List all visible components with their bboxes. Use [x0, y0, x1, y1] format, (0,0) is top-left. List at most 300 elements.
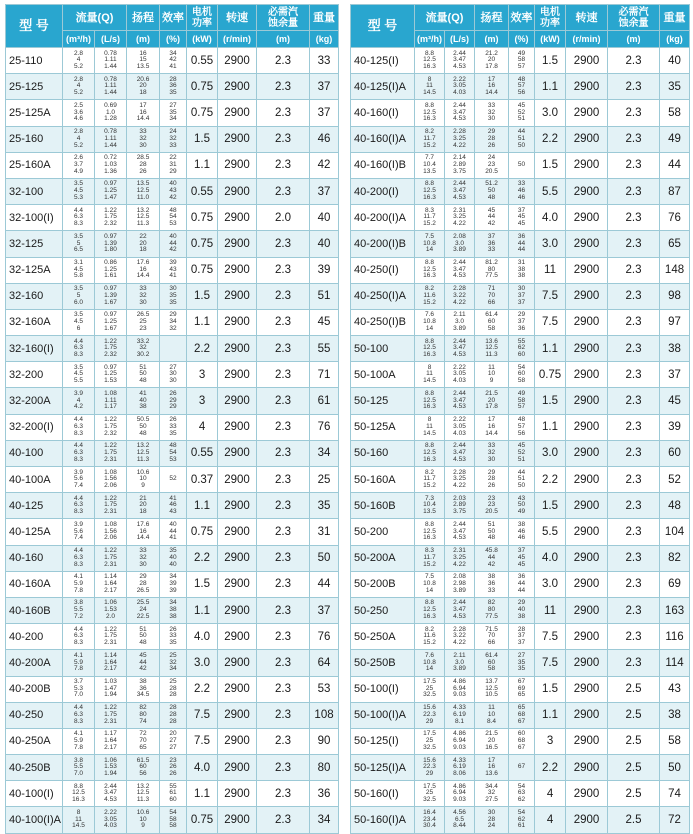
efficiency-cell-value: 37	[517, 547, 526, 555]
model-cell: 50-100(I)A	[351, 702, 415, 728]
table-row	[351, 545, 690, 571]
efficiency-cell	[509, 126, 535, 152]
efficiency-cell	[509, 440, 535, 466]
flow-m3h-cell	[63, 336, 95, 362]
flow-ls-cell-value: 6.19	[453, 710, 466, 718]
head-cell-value: 38	[139, 678, 147, 686]
table-row	[6, 309, 339, 335]
header-head: 扬程	[475, 5, 509, 31]
power-cell: 1.1	[187, 597, 218, 623]
flow-m3h-cell-value: 8.8	[424, 180, 435, 188]
efficiency-cell-value: 58	[517, 396, 526, 404]
speed-cell: 2900	[566, 362, 608, 388]
head-cell-value: 23	[139, 324, 147, 332]
flow-ls-cell	[95, 440, 127, 466]
flow-m3h-cell-value: 4	[76, 82, 81, 90]
head-cell	[475, 257, 509, 283]
npsh-cell: 2.3	[608, 283, 660, 309]
flow-ls-cell-value: 2.28	[453, 128, 466, 136]
flow-m3h-cell-value: 17.5	[423, 730, 436, 738]
flow-ls-cell-value: 1.56	[104, 475, 117, 483]
flow-m3h-cell-value: 3.8	[73, 599, 84, 607]
flow-m3h-cell-value: 17.5	[423, 782, 436, 790]
flow-ls-cell-value: 1.08	[104, 468, 117, 476]
head-cell-value: 13.6	[485, 770, 498, 777]
head-cell	[127, 571, 160, 597]
speed-cell: 2900	[566, 571, 608, 597]
efficiency-cell-value: 50	[517, 501, 526, 509]
header-speed: 转速	[566, 5, 608, 31]
head-cell-value: 33	[487, 442, 496, 450]
table-row	[351, 702, 690, 728]
model-cell: 50-250A	[351, 624, 415, 650]
flow-ls-cell-value: 1.03	[104, 678, 117, 686]
flow-ls-cell-value: 3.25	[453, 553, 466, 561]
head-cell-value: 44	[487, 553, 496, 561]
speed-cell: 2900	[566, 178, 608, 204]
flow-m3h-cell-value: 4.5	[73, 187, 84, 195]
table-row	[351, 257, 690, 283]
weight-cell: 65	[660, 231, 690, 257]
header-efficiency: 效率	[509, 5, 535, 31]
weight-cell: 40	[310, 205, 339, 231]
head-cell-value: 32	[139, 134, 147, 142]
efficiency-cell-value: 45	[517, 213, 526, 221]
weight-cell: 82	[660, 545, 690, 571]
efficiency-cell-value: 29	[517, 311, 526, 319]
weight-cell: 60	[660, 440, 690, 466]
head-cell	[127, 519, 160, 545]
efficiency-cell	[509, 152, 535, 178]
flow-ls-cell-value: 3.05	[453, 370, 466, 378]
flow-ls-cell	[445, 519, 475, 545]
head-cell-value: 51	[487, 520, 496, 528]
flow-ls-cell-value: 9.03	[453, 743, 466, 751]
speed-cell: 2900	[566, 257, 608, 283]
efficiency-cell-value: 28	[169, 691, 177, 699]
efficiency-cell-value: 26	[169, 625, 177, 633]
efficiency-cell-value: 55	[517, 337, 526, 345]
efficiency-cell	[509, 231, 535, 257]
model-cell: 40-125A	[6, 519, 63, 545]
model-cell: 50-100A	[351, 362, 415, 388]
speed-cell: 2900	[218, 178, 257, 204]
weight-cell: 104	[660, 519, 690, 545]
power-cell: 4.0	[535, 205, 566, 231]
efficiency-cell	[509, 48, 535, 74]
npsh-cell: 2.3	[257, 676, 310, 702]
efficiency-cell-value: 40	[169, 232, 177, 240]
flow-m3h-cell	[63, 152, 95, 178]
flow-m3h-cell-value: 4	[76, 56, 81, 64]
efficiency-cell-value: 62	[517, 815, 526, 823]
flow-ls-cell-value: 4.53	[104, 796, 117, 804]
flow-ls-cell-value: 0.97	[104, 363, 117, 371]
efficiency-cell-value: 35	[169, 429, 177, 437]
head-cell	[127, 74, 160, 100]
header-weight: 重量	[660, 5, 690, 31]
pump-spec-table-right	[350, 4, 690, 834]
flow-ls-cell	[445, 414, 475, 440]
speed-cell: 2900	[566, 493, 608, 519]
table-row	[6, 388, 339, 414]
efficiency-cell-value: 45	[517, 101, 526, 109]
npsh-cell: 2.3	[257, 597, 310, 623]
efficiency-cell-value: 39	[169, 579, 177, 587]
head-cell-value: 25.5	[136, 599, 150, 607]
flow-ls-cell-value: 1.64	[104, 737, 117, 745]
efficiency-cell	[509, 728, 535, 754]
head-cell-value: 32	[139, 344, 147, 352]
model-cell: 25-160	[6, 126, 63, 152]
flow-ls-cell-value: 4.53	[453, 193, 466, 201]
head-cell-value: 28	[487, 134, 496, 142]
power-cell: 3	[187, 388, 218, 414]
speed-cell: 2900	[566, 781, 608, 807]
efficiency-cell	[509, 781, 535, 807]
model-cell: 50-250	[351, 597, 415, 623]
flow-m3h-cell	[415, 624, 445, 650]
flow-ls-cell	[95, 362, 127, 388]
table-row	[351, 807, 690, 833]
flow-m3h-cell-value: 5.9	[73, 579, 84, 587]
flow-ls-cell	[95, 231, 127, 257]
flow-ls-cell	[95, 571, 127, 597]
head-cell-value: 20.5	[485, 167, 498, 175]
header-power-unit: (kW)	[187, 31, 218, 48]
efficiency-cell-value: 22	[169, 154, 177, 162]
flow-m3h-cell-value: 16.3	[423, 534, 436, 542]
npsh-cell: 2.3	[257, 702, 310, 728]
efficiency-cell	[509, 205, 535, 231]
head-cell-value: 29	[487, 468, 496, 476]
speed-cell: 2900	[218, 807, 257, 833]
flow-m3h-cell	[63, 257, 95, 283]
efficiency-cell-value: 43	[169, 187, 177, 195]
flow-m3h-cell-value: 5.5	[73, 763, 84, 771]
efficiency-cell	[509, 178, 535, 204]
efficiency-cell-value: 33	[169, 141, 177, 149]
power-cell: 1.1	[535, 74, 566, 100]
efficiency-cell	[509, 283, 535, 309]
flow-ls-cell-value: 4.86	[453, 782, 466, 790]
flow-m3h-cell	[63, 283, 95, 309]
flow-ls-cell-value: 2.31	[104, 717, 117, 725]
flow-m3h-cell-value: 7.6	[424, 311, 435, 319]
speed-cell: 2900	[218, 650, 257, 676]
weight-cell: 50	[310, 545, 339, 571]
head-cell-value: 16	[139, 265, 147, 273]
efficiency-cell-value: 38	[517, 612, 526, 620]
head-cell-value: 12.5	[485, 684, 498, 692]
model-cell: 40-125(I)A	[351, 74, 415, 100]
flow-m3h-cell-value: 16.3	[423, 455, 436, 463]
head-cell-value: 20	[139, 501, 147, 509]
efficiency-cell-value: 32	[169, 324, 177, 332]
flow-ls-cell	[445, 545, 475, 571]
table-row	[6, 650, 339, 676]
flow-m3h-cell	[63, 755, 95, 781]
efficiency-cell-value: 58	[169, 815, 177, 823]
flow-m3h-cell-value: 8.8	[424, 520, 435, 528]
npsh-cell: 2.3	[257, 440, 310, 466]
flow-ls-cell	[445, 48, 475, 74]
flow-ls-cell-value: 1.75	[104, 501, 117, 509]
weight-cell: 76	[310, 624, 339, 650]
flow-ls-cell-value: 3.89	[453, 586, 466, 594]
head-cell-value: 51	[139, 625, 147, 633]
flow-ls-cell-value: 4.22	[453, 220, 466, 228]
efficiency-cell-value: 43	[517, 494, 526, 502]
flow-ls-cell	[445, 650, 475, 676]
efficiency-cell-value: 57	[517, 62, 526, 70]
speed-cell: 2900	[218, 676, 257, 702]
flow-m3h-cell-value: 11.7	[423, 213, 436, 221]
flow-ls-cell-value: 1.0	[105, 108, 116, 116]
header-flow-ls: (L/s)	[445, 31, 475, 48]
flow-m3h-cell	[415, 388, 445, 414]
head-cell-value: 61.4	[485, 311, 498, 319]
weight-cell: 114	[660, 650, 690, 676]
flow-ls-cell-value: 1.11	[104, 82, 117, 90]
efficiency-cell-value: 30	[517, 285, 526, 293]
flow-m3h-cell-value: 7.8	[73, 586, 84, 594]
efficiency-cell-value: 34	[169, 318, 177, 326]
head-cell-value: 28	[139, 160, 147, 168]
flow-m3h-cell-value: 8	[427, 416, 432, 424]
head-cell	[127, 728, 160, 754]
head-cell-value: 29	[139, 573, 147, 581]
flow-ls-cell	[445, 74, 475, 100]
header-npsh: 必需汽 蚀余量	[257, 5, 310, 31]
model-cell: 40-100(I)	[6, 781, 63, 807]
model-cell: 25-125A	[6, 100, 63, 126]
flow-m3h-cell-value: 15.2	[423, 560, 436, 568]
weight-cell: 37	[310, 178, 339, 204]
head-cell	[475, 807, 509, 833]
model-cell: 50-125A	[351, 414, 415, 440]
head-cell-value: 28	[487, 815, 496, 823]
speed-cell: 2900	[218, 519, 257, 545]
weight-cell: 53	[310, 676, 339, 702]
flow-m3h-cell	[63, 205, 95, 231]
head-cell-value: 26	[139, 167, 147, 175]
flow-m3h-cell-value: 4.4	[73, 416, 84, 424]
weight-cell: 61	[310, 388, 339, 414]
head-cell-value: 60	[487, 318, 496, 326]
power-cell: 1.5	[535, 388, 566, 414]
efficiency-cell	[509, 545, 535, 571]
header-weight-unit: (kg)	[310, 31, 339, 48]
model-cell: 40-250B	[6, 755, 63, 781]
efficiency-cell-value: 68	[517, 737, 526, 745]
head-cell-value: 23	[487, 160, 496, 168]
head-cell-value: 37	[487, 232, 496, 240]
flow-m3h-cell-value: 2.8	[73, 75, 84, 83]
weight-cell: 35	[660, 74, 690, 100]
efficiency-cell	[160, 755, 187, 781]
flow-m3h-cell-value: 5.2	[73, 62, 84, 70]
head-cell-value: 10	[487, 710, 496, 718]
flow-ls-cell-value: 1.25	[104, 318, 117, 326]
flow-ls-cell-value: 2.17	[104, 743, 117, 751]
efficiency-cell-value: 38	[169, 606, 177, 614]
head-cell-value: 30	[487, 115, 496, 123]
head-cell-value: 56	[139, 770, 147, 777]
table-row	[6, 728, 339, 754]
head-cell-value: 20	[487, 737, 496, 745]
head-cell-value: 50	[139, 422, 147, 430]
flow-m3h-cell-value: 4.9	[73, 167, 84, 175]
model-cell: 50-200A	[351, 545, 415, 571]
power-cell: 4	[535, 781, 566, 807]
head-cell	[475, 178, 509, 204]
flow-m3h-cell-value: 5.8	[73, 272, 84, 280]
flow-ls-cell-value: 2.44	[453, 599, 466, 607]
efficiency-cell-value: 67	[517, 717, 526, 725]
flow-ls-cell-value: 1.67	[104, 298, 117, 306]
efficiency-cell	[160, 728, 187, 754]
efficiency-cell-value: 46	[169, 501, 177, 509]
flow-ls-cell-value: 1.44	[104, 89, 117, 97]
efficiency-cell	[160, 283, 187, 309]
flow-ls-cell	[445, 336, 475, 362]
speed-cell: 2900	[218, 781, 257, 807]
weight-cell: 87	[660, 178, 690, 204]
header-power-unit: (kW)	[535, 31, 566, 48]
header-eff-unit: (%)	[160, 31, 187, 48]
flow-m3h-cell-value: 14.5	[72, 822, 85, 830]
efficiency-cell-value: 45	[517, 553, 526, 561]
flow-m3h-cell-value: 2.8	[73, 128, 84, 136]
efficiency-cell-value: 56	[517, 429, 526, 437]
power-cell: 2.2	[187, 676, 218, 702]
flow-m3h-cell-value: 10.4	[423, 160, 436, 168]
model-cell: 40-250	[6, 702, 63, 728]
flow-m3h-cell-value: 3.7	[73, 160, 84, 168]
flow-ls-cell-value: 6.19	[453, 763, 466, 771]
efficiency-cell	[509, 100, 535, 126]
model-cell: 40-160	[6, 545, 63, 571]
efficiency-cell-value: 44	[517, 586, 526, 594]
efficiency-cell	[160, 571, 187, 597]
flow-ls-cell-value: 4.53	[453, 62, 466, 70]
header-head-unit: (m)	[127, 31, 160, 48]
header-flow-m3h: (m³/h)	[63, 31, 95, 48]
flow-m3h-cell-value: 16.3	[423, 612, 436, 620]
npsh-cell: 2.3	[608, 74, 660, 100]
head-cell-value: 17	[487, 756, 496, 764]
flow-m3h-cell-value: 12.5	[423, 187, 436, 195]
head-cell	[475, 519, 509, 545]
flow-m3h-cell	[415, 126, 445, 152]
head-cell-value: 42	[139, 665, 147, 673]
flow-ls-cell	[445, 309, 475, 335]
flow-ls-cell	[445, 362, 475, 388]
efficiency-cell-value: 42	[169, 246, 177, 254]
flow-m3h-cell-value: 17.5	[423, 678, 436, 686]
flow-ls-cell-value: 2.44	[453, 520, 466, 528]
head-cell-value: 23	[487, 501, 496, 509]
flow-m3h-cell-value: 4.2	[73, 403, 84, 411]
head-cell	[127, 257, 160, 283]
flow-ls-cell	[95, 74, 127, 100]
flow-ls-cell	[445, 152, 475, 178]
head-cell	[475, 283, 509, 309]
head-cell-value: 13.2	[136, 782, 150, 790]
weight-cell: 36	[310, 781, 339, 807]
flow-m3h-cell	[415, 48, 445, 74]
speed-cell: 2900	[218, 440, 257, 466]
flow-ls-cell-value: 0.69	[104, 101, 117, 109]
flow-ls-cell-value: 2.22	[453, 363, 466, 371]
weight-cell: 38	[660, 702, 690, 728]
head-cell-value: 10.6	[136, 468, 150, 476]
flow-m3h-cell	[415, 650, 445, 676]
flow-m3h-cell	[63, 440, 95, 466]
efficiency-cell-value: 68	[517, 710, 526, 718]
speed-cell: 2900	[218, 597, 257, 623]
flow-m3h-cell	[63, 650, 95, 676]
flow-ls-cell-value: 2.22	[453, 75, 466, 83]
head-cell-value: 28	[487, 475, 496, 483]
npsh-cell: 2.3	[257, 362, 310, 388]
header-weight-unit: (kg)	[660, 31, 690, 48]
head-cell-value: 14.4	[136, 534, 150, 542]
flow-ls-cell	[445, 702, 475, 728]
flow-m3h-cell-value: 8.8	[424, 49, 435, 57]
efficiency-cell-value: 43	[169, 508, 177, 516]
model-cell: 50-100	[351, 336, 415, 362]
flow-m3h-cell-value: 3.9	[73, 520, 84, 528]
flow-ls-cell-value: 1.75	[104, 553, 117, 561]
head-cell-value: 14.4	[485, 429, 498, 437]
flow-m3h-cell-value: 12.5	[72, 789, 85, 797]
table-row	[6, 545, 339, 571]
model-cell: 40-250(I)	[351, 257, 415, 283]
flow-ls-cell-value: 1.56	[104, 527, 117, 535]
table-row	[6, 231, 339, 257]
flow-ls-cell	[95, 388, 127, 414]
efficiency-cell-value: 27	[169, 743, 177, 751]
flow-m3h-cell-value: 6.3	[73, 213, 84, 221]
flow-ls-cell-value: 3.89	[453, 665, 466, 673]
header-flow: 流量(Q)	[415, 5, 475, 31]
flow-m3h-cell	[63, 597, 95, 623]
efficiency-cell-value: 42	[169, 193, 177, 201]
efficiency-cell-value: 40	[169, 553, 177, 561]
efficiency-cell-value: 33	[169, 632, 177, 640]
weight-cell: 34	[310, 807, 339, 833]
flow-ls-cell-value: 4.03	[104, 822, 117, 830]
head-cell-value: 42	[487, 560, 496, 568]
table-row	[6, 74, 339, 100]
flow-m3h-cell	[415, 597, 445, 623]
speed-cell: 2900	[566, 545, 608, 571]
efficiency-cell-value: 48	[169, 442, 177, 450]
flow-ls-cell	[445, 571, 475, 597]
npsh-cell: 2.3	[608, 48, 660, 74]
efficiency-cell-value: 26	[169, 763, 177, 771]
head-cell-value: 33	[487, 586, 496, 594]
head-cell	[475, 493, 509, 519]
flow-m3h-cell-value: 6.3	[73, 422, 84, 430]
flow-ls-cell-value: 4.22	[453, 481, 466, 489]
npsh-cell: 2.3	[257, 545, 310, 571]
head-cell-value: 33	[487, 101, 496, 109]
flow-ls-cell-value: 6.94	[453, 684, 466, 692]
npsh-cell: 2.3	[257, 126, 310, 152]
